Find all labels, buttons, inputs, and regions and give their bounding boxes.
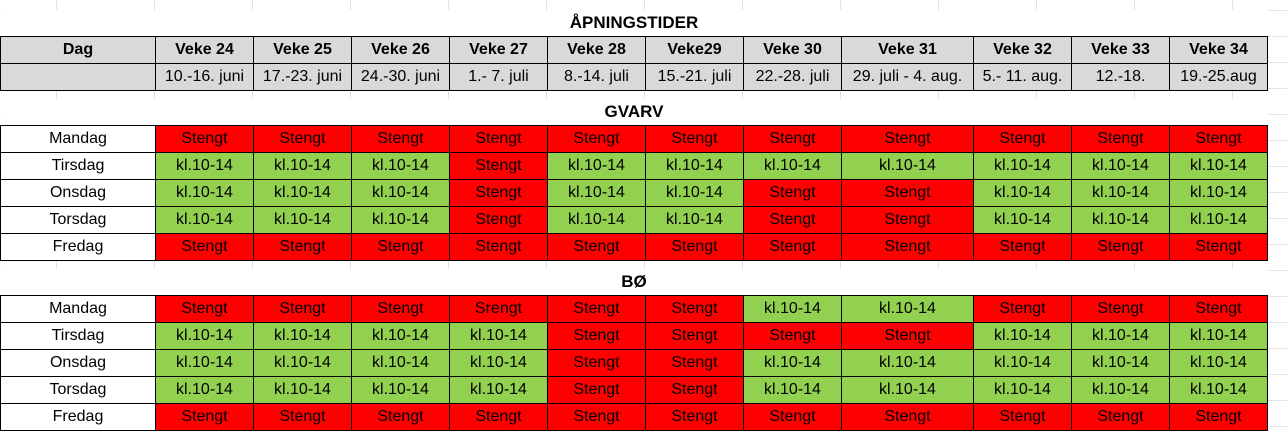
closed-cell: Stengt	[974, 234, 1072, 261]
date-range: 10.-16. juni	[156, 64, 254, 91]
open-hours-cell: kl.10-14	[974, 323, 1072, 350]
closed-cell: Stengt	[842, 234, 974, 261]
open-hours-cell: kl.10-14	[156, 377, 254, 404]
closed-cell: Stengt	[352, 126, 450, 153]
closed-cell: Stengt	[646, 377, 744, 404]
open-hours-cell: kl.10-14	[156, 180, 254, 207]
schedule-row	[1, 377, 1268, 404]
date-range: 1.- 7. juli	[450, 64, 548, 91]
closed-cell: Stengt	[1072, 126, 1170, 153]
week-header: Veke 24	[156, 37, 254, 64]
week-header: Veke 34	[1170, 37, 1268, 64]
open-hours-cell: kl.10-14	[254, 323, 352, 350]
open-hours-cell: kl.10-14	[1072, 207, 1170, 234]
open-hours-cell: kl.10-14	[156, 207, 254, 234]
closed-cell: Stengt	[744, 234, 842, 261]
open-hours-cell: kl.10-14	[974, 350, 1072, 377]
opening-hours-table	[0, 10, 1268, 431]
closed-cell: Stengt	[842, 323, 974, 350]
closed-cell: Stengt	[548, 234, 646, 261]
closed-cell: Stengt	[254, 126, 352, 153]
open-hours-cell: kl.10-14	[352, 180, 450, 207]
closed-cell: Stengt	[548, 377, 646, 404]
open-hours-cell: kl.10-14	[842, 377, 974, 404]
open-hours-cell: kl.10-14	[974, 153, 1072, 180]
closed-cell: Stengt	[450, 234, 548, 261]
closed-cell: Stengt	[842, 126, 974, 153]
open-hours-cell: kl.10-14	[974, 180, 1072, 207]
closed-cell: Stengt	[646, 404, 744, 431]
closed-cell: Stengt	[646, 126, 744, 153]
date-range: 8.-14. juli	[548, 64, 646, 91]
open-hours-cell: kl.10-14	[1072, 377, 1170, 404]
week-header: Veke 31	[842, 37, 974, 64]
day-label: Mandag	[1, 296, 156, 323]
schedule-row	[1, 404, 1268, 431]
closed-cell: Stengt	[548, 404, 646, 431]
date-range: 12.-18.	[1072, 64, 1170, 91]
closed-cell: Stengt	[646, 234, 744, 261]
closed-cell: Stengt	[156, 126, 254, 153]
schedule-row	[1, 207, 1268, 234]
date-range-row	[1, 64, 1268, 91]
closed-cell: Stengt	[974, 126, 1072, 153]
week-header-row	[1, 37, 1268, 64]
day-label: Tirsdag	[1, 323, 156, 350]
open-hours-cell: kl.10-14	[156, 323, 254, 350]
closed-cell: Stengt	[1072, 404, 1170, 431]
open-hours-cell: kl.10-14	[450, 377, 548, 404]
closed-cell: Stengt	[254, 296, 352, 323]
closed-cell: Stengt	[744, 207, 842, 234]
closed-cell: Stengt	[842, 180, 974, 207]
open-hours-cell: kl.10-14	[1170, 207, 1268, 234]
open-hours-cell: kl.10-14	[842, 296, 974, 323]
schedule-row	[1, 126, 1268, 153]
closed-cell: Stengt	[352, 234, 450, 261]
closed-cell: Stengt	[450, 126, 548, 153]
open-hours-cell: kl.10-14	[548, 207, 646, 234]
open-hours-cell: kl.10-14	[1170, 323, 1268, 350]
open-hours-cell: kl.10-14	[352, 377, 450, 404]
closed-cell: Stengt	[974, 296, 1072, 323]
open-hours-cell: kl.10-14	[974, 377, 1072, 404]
open-hours-cell: kl.10-14	[548, 180, 646, 207]
day-label: Torsdag	[1, 377, 156, 404]
schedule-row	[1, 180, 1268, 207]
date-range: 5.- 11. aug.	[974, 64, 1072, 91]
open-hours-cell: kl.10-14	[1170, 180, 1268, 207]
open-hours-cell: kl.10-14	[352, 207, 450, 234]
date-label-empty	[1, 64, 156, 91]
day-label: Onsdag	[1, 180, 156, 207]
open-hours-cell: kl.10-14	[352, 350, 450, 377]
closed-cell: Stengt	[646, 350, 744, 377]
location-header-row	[1, 269, 1268, 296]
open-hours-cell: kl.10-14	[548, 153, 646, 180]
closed-cell: Stengt	[646, 323, 744, 350]
location-name: BØ	[1, 269, 1268, 296]
date-range: 24.-30. juni	[352, 64, 450, 91]
open-hours-cell: kl.10-14	[1170, 153, 1268, 180]
open-hours-cell: kl.10-14	[1170, 377, 1268, 404]
open-hours-cell: kl.10-14	[1072, 180, 1170, 207]
week-header: Veke 28	[548, 37, 646, 64]
spacer-row	[1, 91, 1268, 100]
spacer-row	[1, 261, 1268, 270]
schedule-row	[1, 296, 1268, 323]
week-header: Veke 25	[254, 37, 352, 64]
day-label: Onsdag	[1, 350, 156, 377]
open-hours-cell: kl.10-14	[1072, 153, 1170, 180]
closed-cell: Stengt	[744, 404, 842, 431]
week-header: Veke 32	[974, 37, 1072, 64]
closed-cell: Stengt	[548, 350, 646, 377]
open-hours-cell: kl.10-14	[1072, 350, 1170, 377]
closed-cell: Stengt	[352, 296, 450, 323]
closed-cell: Stengt	[1170, 404, 1268, 431]
closed-cell: Stengt	[156, 404, 254, 431]
closed-cell: Stengt	[450, 180, 548, 207]
open-hours-cell: kl.10-14	[1170, 350, 1268, 377]
open-hours-cell: kl.10-14	[352, 153, 450, 180]
closed-cell: Stengt	[450, 153, 548, 180]
open-hours-cell: kl.10-14	[646, 207, 744, 234]
schedule-row	[1, 323, 1268, 350]
location-header-row	[1, 99, 1268, 126]
closed-cell: Stengt	[156, 234, 254, 261]
open-hours-cell: kl.10-14	[646, 180, 744, 207]
open-hours-cell: kl.10-14	[974, 207, 1072, 234]
open-hours-cell: kl.10-14	[1072, 323, 1170, 350]
week-header: Veke 26	[352, 37, 450, 64]
closed-cell: Stengt	[842, 404, 974, 431]
open-hours-cell: kl.10-14	[744, 350, 842, 377]
page-title: ÅPNINGSTIDER	[1, 10, 1268, 37]
spacer-cell	[1, 261, 1268, 270]
open-hours-cell: kl.10-14	[352, 323, 450, 350]
open-hours-cell: kl.10-14	[254, 180, 352, 207]
title-row	[1, 10, 1268, 37]
schedule-row	[1, 234, 1268, 261]
closed-cell: Stengt	[1170, 234, 1268, 261]
open-hours-cell: kl.10-14	[646, 153, 744, 180]
closed-cell: Stengt	[548, 126, 646, 153]
day-label: Tirsdag	[1, 153, 156, 180]
closed-cell: Stengt	[974, 404, 1072, 431]
closed-cell: Stengt	[744, 180, 842, 207]
day-column-header: Dag	[1, 37, 156, 64]
open-hours-cell: kl.10-14	[156, 350, 254, 377]
location-name: GVARV	[1, 99, 1268, 126]
open-hours-cell: kl.10-14	[744, 296, 842, 323]
open-hours-cell: kl.10-14	[254, 350, 352, 377]
closed-cell: Stengt	[1072, 234, 1170, 261]
week-header: Veke 33	[1072, 37, 1170, 64]
open-hours-cell: kl.10-14	[842, 153, 974, 180]
closed-cell: Stengt	[450, 404, 548, 431]
spacer-cell	[1, 91, 1268, 100]
open-hours-cell: kl.10-14	[744, 377, 842, 404]
closed-cell: Stengt	[548, 323, 646, 350]
closed-cell: Stengt	[1170, 296, 1268, 323]
day-label: Mandag	[1, 126, 156, 153]
open-hours-cell: kl.10-14	[156, 153, 254, 180]
day-label: Torsdag	[1, 207, 156, 234]
closed-cell: Stengt	[156, 296, 254, 323]
closed-cell: Stengt	[352, 404, 450, 431]
open-hours-cell: kl.10-14	[744, 153, 842, 180]
open-hours-cell: kl.10-14	[450, 350, 548, 377]
closed-cell: Stengt	[254, 234, 352, 261]
open-hours-cell: kl.10-14	[254, 153, 352, 180]
schedule-row	[1, 153, 1268, 180]
closed-cell: Srengt	[450, 296, 548, 323]
closed-cell: Stengt	[646, 296, 744, 323]
schedule-row	[1, 350, 1268, 377]
closed-cell: Stengt	[1170, 126, 1268, 153]
closed-cell: Stengt	[548, 296, 646, 323]
day-label: Fredag	[1, 234, 156, 261]
date-range: 15.-21. juli	[646, 64, 744, 91]
date-range: 17.-23. juni	[254, 64, 352, 91]
closed-cell: Stengt	[254, 404, 352, 431]
open-hours-cell: kl.10-14	[254, 207, 352, 234]
open-hours-cell: kl.10-14	[254, 377, 352, 404]
date-range: 19.-25.aug	[1170, 64, 1268, 91]
closed-cell: Stengt	[450, 207, 548, 234]
open-hours-cell: kl.10-14	[450, 323, 548, 350]
date-range: 29. juli - 4. aug.	[842, 64, 974, 91]
closed-cell: Stengt	[842, 207, 974, 234]
week-header: Veke29	[646, 37, 744, 64]
week-header: Veke 27	[450, 37, 548, 64]
closed-cell: Stengt	[744, 323, 842, 350]
day-label: Fredag	[1, 404, 156, 431]
closed-cell: Stengt	[1072, 296, 1170, 323]
week-header: Veke 30	[744, 37, 842, 64]
closed-cell: Stengt	[744, 126, 842, 153]
date-range: 22.-28. juli	[744, 64, 842, 91]
open-hours-cell: kl.10-14	[842, 350, 974, 377]
